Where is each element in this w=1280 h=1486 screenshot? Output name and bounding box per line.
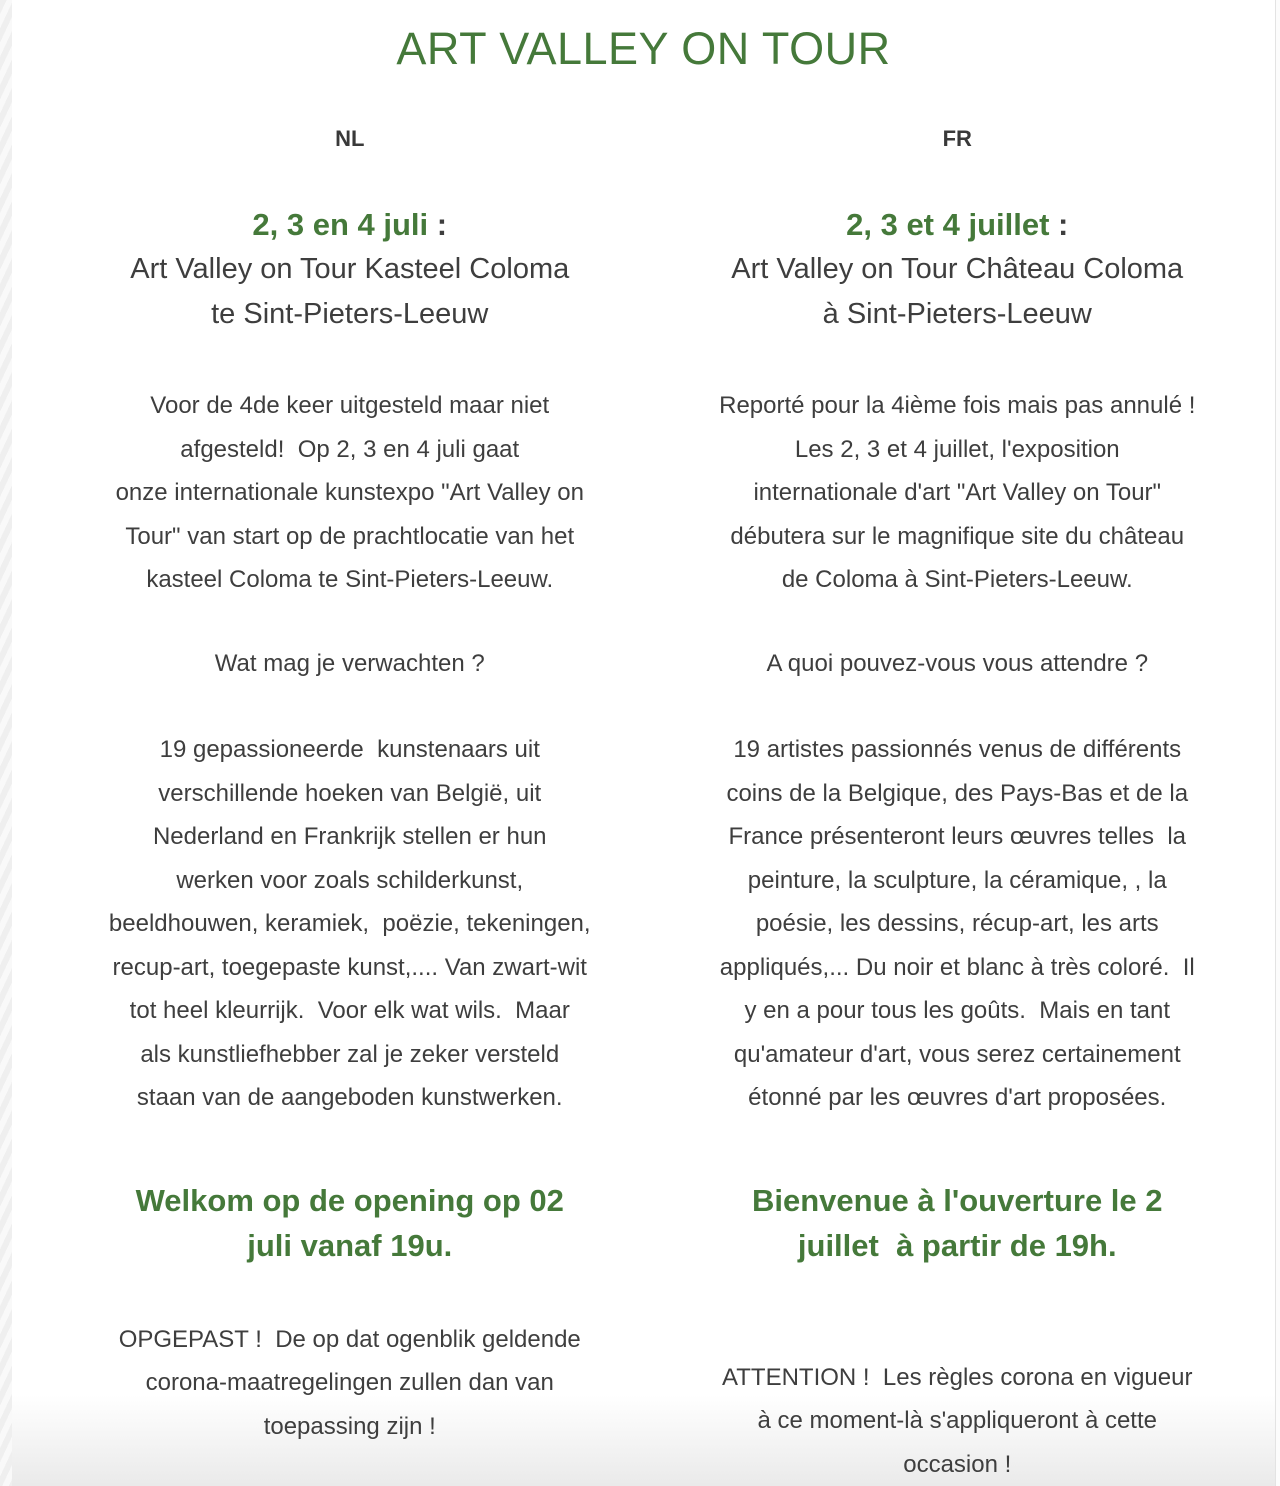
page-right-border: [1276, 0, 1280, 1486]
fr-question: A quoi pouvez-vous vous attendre ?: [766, 649, 1149, 677]
fr-label: FR: [942, 126, 972, 151]
nl-intro-paragraph: Voor de 4de keer uitgesteld maar niet afgesteld! Op 2, 3 en 4 juli gaat onze internationale kunstexpo "Art Valley on Tour" van start op de prachtlocatie van het kasteel Coloma te Sint-Pieters-Leeuw.: [115, 392, 584, 593]
fr-intro-paragraph: Reporté pour la 4ième fois mais pas annulé ! Les 2, 3 et 4 juillet, l'exposition internationale d'art "Art Valley on Tour" débutera sur le magnifique site du château de Coloma à Sint-Pieters-Leeuw.: [719, 392, 1196, 593]
column-nl: [46, 76, 654, 1486]
nl-label: NL: [335, 126, 365, 151]
nl-question: Wat mag je verwachten ?: [214, 649, 485, 677]
fr-corona-notice: ATTENTION ! Les règles corona en vigueur à ce moment-là s'appliqueront à cette occasion !: [722, 1363, 1193, 1478]
fr-artists-paragraph: 19 artistes passionnés venus de différents coins de la Belgique, des Pays-Bas et de la France présenteront leurs œuvres telles la peinture, la sculpture, la céramique, , la poésie, les dessins, récup-art, les arts appliqués,... Du noir et blanc à très coloré. Il y en a pour tous les goûts. Mais en tant qu'amateur d'art, vous serez certainement étonné par les œuvres d'art proposées.: [719, 736, 1195, 1111]
fr-subtitle: Art Valley on Tour Château Coloma à Sint-Pieters-Leeuw: [731, 253, 1184, 330]
fr-date-heading-text: 2, 3 et 4 juillet: [846, 207, 1050, 242]
nl-welcome-heading: Welkom op de opening op 02 juli vanaf 19u.: [135, 1182, 564, 1263]
nl-subtitle: Art Valley on Tour Kasteel Coloma te Sint-Pieters-Leeuw: [130, 253, 570, 330]
fr-date-heading-colon: :: [1049, 207, 1069, 242]
fr-welcome-heading: Bienvenue à l'ouverture le 2 juillet à partir de 19h.: [751, 1182, 1163, 1263]
nl-date-heading: [46, 202, 654, 247]
column-fr: [654, 76, 1262, 1486]
nl-artists-paragraph: 19 gepassioneerde kunstenaars uit verschillende hoeken van België, uit Nederland en Frankrijk stellen er hun werken voor zoals schilderkunst, beeldhouwen, keramiek, poëzie, tekeningen, recup-art, toegepaste kunst,.... Van zwart-wit tot heel kleurrijk. Voor elk wat wils. Maar als kunstliefhebber zal je zeker versteld staan van de aangeboden kunstwerken.: [108, 736, 591, 1111]
page-title: ART VALLEY ON TOUR: [396, 23, 891, 74]
nl-date-heading-colon: :: [428, 207, 448, 242]
left-edge-pattern: [0, 0, 12, 1486]
content-area: [12, 0, 1276, 1486]
fr-date-heading: [654, 202, 1262, 247]
language-columns: [12, 76, 1275, 1486]
nl-corona-notice: OPGEPAST ! De op dat ogenblik geldende corona-maatregelingen zullen dan van toepassing zijn !: [118, 1325, 581, 1440]
nl-date-heading-text: 2, 3 en 4 juli: [252, 207, 429, 242]
